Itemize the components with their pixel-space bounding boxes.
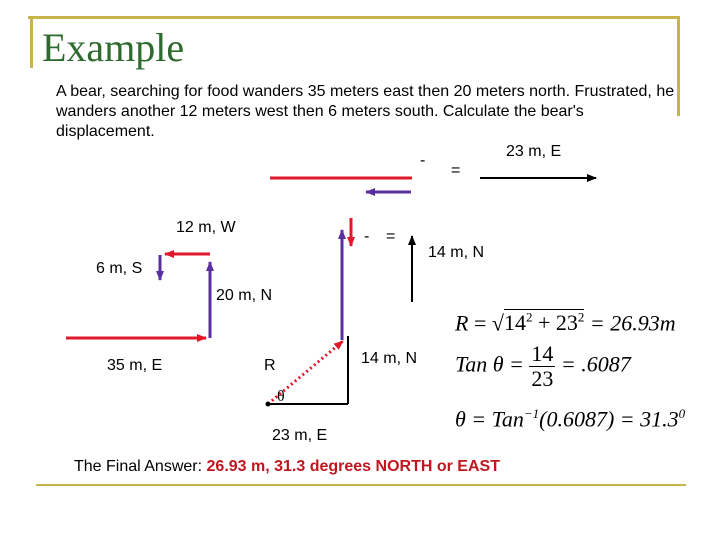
- tangent-fraction: $\frac{14}{23}$: [531, 341, 554, 391]
- final-answer-value: 26.93 m, 31.3 degrees NORTH or EAST: [206, 458, 500, 475]
- label-angle-theta: θ: [277, 388, 285, 405]
- label-20-north: 20 m, N: [216, 287, 273, 304]
- equals-sign-east: =: [451, 162, 461, 179]
- problem-statement: A bear, searching for food wanders 35 meters east then 20 meters north. Frustrated, he wanders another 12 meters west then 6 meters south. Calculate the bear's displacement.: [56, 83, 675, 140]
- equals-sign-north: =: [386, 228, 396, 245]
- label-23-east-result: 23 m, E: [506, 143, 562, 160]
- label-resultant: R: [264, 357, 276, 374]
- label-23-east-triangle: 23 m, E: [272, 427, 328, 444]
- minus-sign-east: -: [420, 152, 426, 169]
- minus-sign-north: -: [364, 228, 370, 245]
- label-35-east: 35 m, E: [107, 357, 163, 374]
- resultant-origin: [266, 402, 271, 407]
- equation-angle: $\theta = Tan^{-1}(0.6087) = 31.3^0$: [455, 406, 686, 432]
- equation-tangent: Tan θ = $\frac{14}{23}$ = .6087: [455, 341, 631, 391]
- label-6-south: 6 m, S: [96, 260, 143, 277]
- final-answer-prefix: The Final Answer:: [74, 458, 203, 475]
- label-12-west: 12 m, W: [176, 219, 236, 236]
- slide-title: Example: [42, 25, 185, 70]
- label-14-north-result: 14 m, N: [428, 244, 485, 261]
- final-answer: [74, 458, 500, 476]
- equation-magnitude: $R = √14^2 + 23^2 = 26.93m$: [455, 310, 676, 336]
- label-14-north-triangle: 14 m, N: [361, 350, 418, 367]
